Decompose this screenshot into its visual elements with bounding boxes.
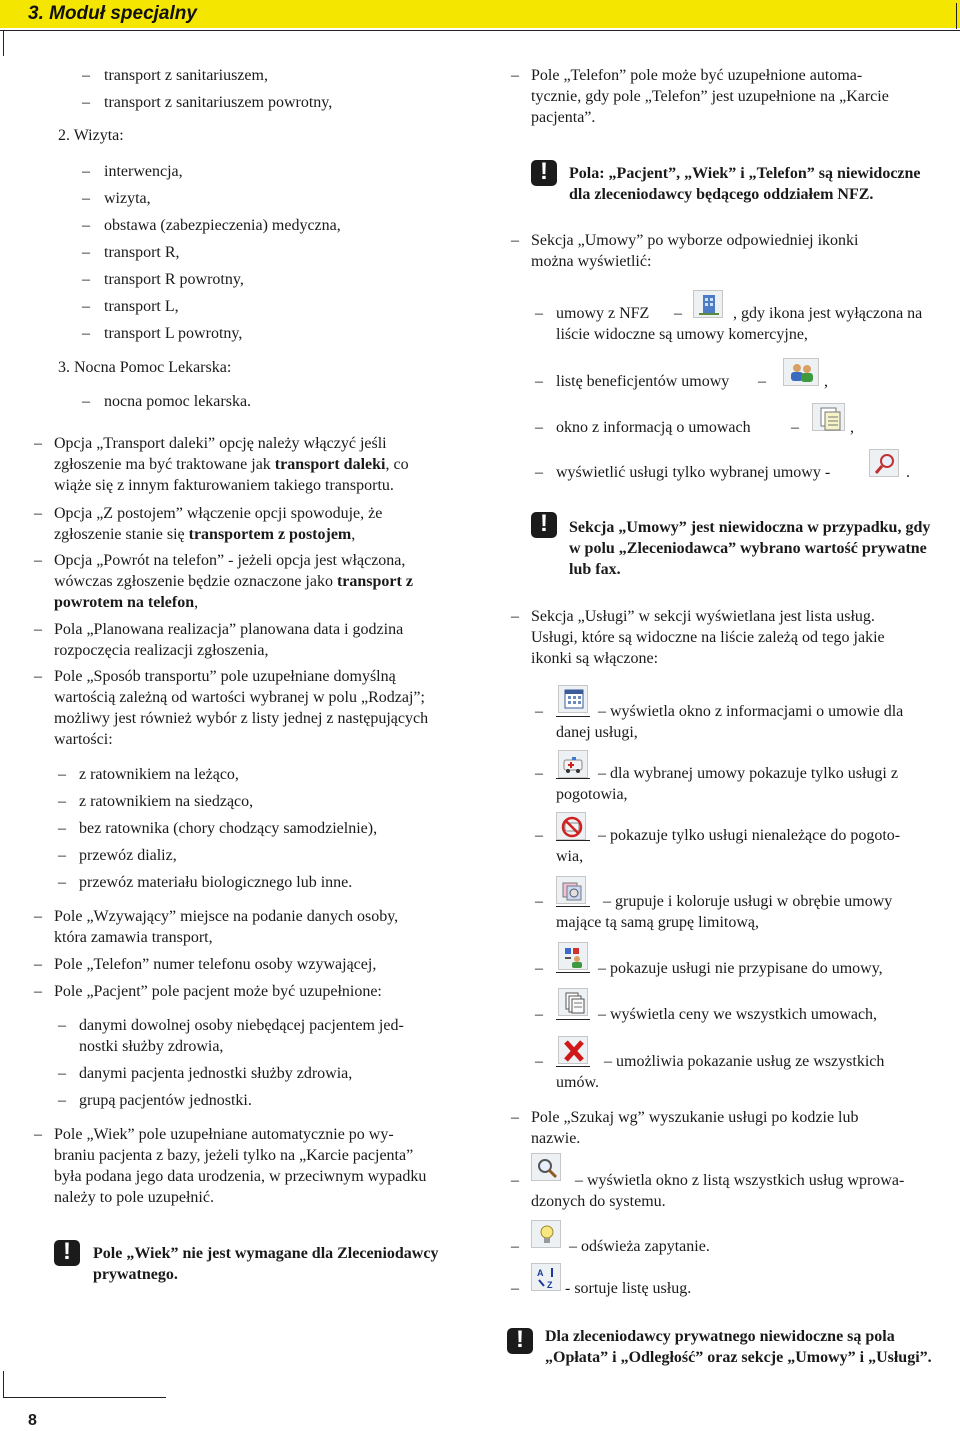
nfz-contract-icon[interactable] <box>693 290 723 318</box>
icon7-desc-line2: umów. <box>556 1074 599 1091</box>
z-postojem-line2: zgłoszenie stanie się transportem z postojem, <box>54 526 356 543</box>
list-item: transport z sanitariuszem, <box>104 67 268 84</box>
delete-x-icon[interactable] <box>558 1036 588 1064</box>
telefon-auto-line2: tycznie, gdy pole „Telefon” jest uzupełnione na „Karcie <box>531 88 889 105</box>
list-item: danymi dowolnej osoby niebędącej pacjentem jed- <box>79 1017 404 1034</box>
list-item: danymi pacjenta jednostki służby zdrowia, <box>79 1065 353 1082</box>
list-item-cont: nostki służby zdrowia, <box>79 1038 224 1055</box>
list-item: z ratownikiem na leżąco, <box>79 766 239 783</box>
contract-services-icon[interactable] <box>869 449 899 477</box>
uslugi-umowy-dot: . <box>906 464 910 481</box>
page-number: 8 <box>28 1412 37 1429</box>
nocna-heading: 3. Nocna Pomoc Lekarska: <box>58 359 232 376</box>
wiek-line2: braniu pacjenta z bazy, jeżeli tylko na „Karcie pacjenta” <box>54 1147 414 1164</box>
icon2-desc-line2: pogotowia, <box>556 786 628 803</box>
search-desc-line2: dzonych do systemu. <box>531 1193 666 1210</box>
warning-icon <box>54 1240 80 1266</box>
list-item: transport R powrotny, <box>104 271 244 288</box>
pacjent-text: Pole „Pacjent” pole pacjent może być uzupełnione: <box>54 983 382 1000</box>
search-desc: wyświetla okno z listą wszystkich usług wprowa- <box>587 1172 905 1189</box>
warning-icon <box>507 1328 533 1354</box>
list-item: przewóz dializ, <box>79 847 177 864</box>
powrot-line2: wówczas zgłoszenie będzie oznaczone jako transport z <box>54 573 413 590</box>
icon1-desc: wyświetla okno z informacjami o umowie dla <box>610 703 904 720</box>
list-item: przewóz materiału biologicznego lub inne. <box>79 874 353 891</box>
icon5-desc: pokazuje usługi nie przypisane do umowy, <box>610 960 883 977</box>
icon6-desc: wyświetla ceny we wszystkich umowach, <box>610 1006 878 1023</box>
ambulance-icon[interactable] <box>558 750 588 778</box>
list-item: grupą pacjentów jednostki. <box>79 1092 252 1109</box>
list-item: transport L, <box>104 298 179 315</box>
umowy-warning-line2: w polu „Zleceniodawca” wybrano wartość prywatne <box>569 540 927 557</box>
list-item: z ratownikiem na siedząco, <box>79 793 254 810</box>
telefon-text: Pole „Telefon” numer telefonu osoby wzywającej, <box>54 956 377 973</box>
umowy-warning-line3: lub fax. <box>569 561 621 578</box>
beneficjenci-comma: , <box>824 373 828 390</box>
list-item: wizyta, <box>104 190 151 207</box>
sposob-text: Pole „Sposób transportu” pole uzupełniane domyślną <box>54 668 396 685</box>
icon1-desc-line2: danej usługi, <box>556 724 638 741</box>
info-umowy-comma: , <box>850 419 854 436</box>
list-item: obstawa (zabezpieczenia) medyczna, <box>104 217 341 234</box>
unassigned-services-icon[interactable] <box>558 942 588 970</box>
sort-az-icon[interactable] <box>531 1263 561 1291</box>
umowy-nfz-text3: liście widoczne są umowy komercyjne, <box>556 326 808 343</box>
page-header-title: 3. Moduł specjalny <box>28 3 197 24</box>
umowy-section-line2: można wyświetlić: <box>531 253 652 270</box>
planowana-text: Pola „Planowana realizacja” planowana data i godzina <box>54 621 404 638</box>
list-item: transport z sanitariuszem powrotny, <box>104 94 333 111</box>
szukaj-line2: nazwie. <box>531 1130 581 1147</box>
wzywajacy-line2: która zamawia transport, <box>54 929 213 946</box>
wiek-warning: Pole „Wiek” nie jest wymagane dla Zleceniodawcy <box>93 1245 439 1262</box>
icon3-desc: pokazuje tylko usługi nienależące do pogoto- <box>610 827 901 844</box>
prices-icon[interactable] <box>558 988 588 1016</box>
footer-left-tick <box>3 1371 4 1397</box>
beneficjenci-text: listę beneficjentów umowy <box>556 373 730 390</box>
transport-daleki-line3: wiąże się z innym fakturowaniem takiego transportu. <box>54 477 394 494</box>
list-item: bez ratownika (chory chodzący samodzielnie), <box>79 820 378 837</box>
list-item: transport L powrotny, <box>104 325 243 342</box>
svg-text:A: A <box>537 1268 544 1278</box>
header-rule <box>0 30 960 31</box>
svg-text:Z: Z <box>547 1280 553 1290</box>
icon4-desc: grupuje i koloruje usługi w obrębie umowy <box>615 893 893 910</box>
uslugi-umowy-text: wyświetlić usługi tylko wybranej umowy - <box>556 464 831 481</box>
warning-icon <box>531 160 557 186</box>
transport-daleki-line2: zgłoszenie ma być traktowane jak transport daleki, co <box>54 456 409 473</box>
wiek-text: Pole „Wiek” pole uzupełniane automatycznie po wy- <box>54 1126 394 1143</box>
info-umowy-text: okno z informacją o umowach <box>556 419 751 436</box>
no-ambulance-icon[interactable] <box>556 812 586 840</box>
list-item: nocna pomoc lekarska. <box>104 393 252 410</box>
search-icon[interactable] <box>531 1153 561 1181</box>
transport-daleki-text: Opcja „Transport daleki” opcję należy włączyć jeśli <box>54 435 387 452</box>
list-item: interwencja, <box>104 163 183 180</box>
szukaj-text: Pole „Szukaj wg” wyszukanie usługi po kodzie lub <box>531 1109 859 1126</box>
refresh-desc: odświeża zapytanie. <box>581 1238 710 1255</box>
lightbulb-icon[interactable] <box>531 1220 561 1248</box>
uslugi-section-line3: ikonki są włączone: <box>531 650 659 667</box>
group-color-icon[interactable] <box>556 876 586 904</box>
powrot-line3: powrotem na telefon, <box>54 594 199 611</box>
wzywajacy-text: Pole „Wzywający” miejsce na podanie danych osoby, <box>54 908 399 925</box>
wiek-warning-line2: prywatnego. <box>93 1266 178 1283</box>
beneficiaries-icon[interactable] <box>783 358 819 386</box>
icon7-desc: umożliwia pokazanie usług ze wszystkich <box>616 1053 885 1070</box>
powrot-text: Opcja „Powrót na telefon” - jeżeli opcja jest włączona, <box>54 552 406 569</box>
umowy-nfz-text: umowy z NFZ <box>556 305 650 322</box>
wiek-line3: była podana jego data urodzenia, w przeciwnym wypadku <box>54 1168 427 1185</box>
sposob-line4: wartości: <box>54 731 113 748</box>
uslugi-section-line2: Usługi, które są widoczne na liście zależą od tego jakie <box>531 629 885 646</box>
wizyta-heading: 2. Wizyta: <box>58 127 124 144</box>
nfz-warning-line2: dla zleceniodawcy będącego oddziałem NFZ. <box>569 186 874 203</box>
uslugi-section-text: Sekcja „Usługi” w sekcji wyświetlana jest lista usług. <box>531 608 875 625</box>
header-left-tick <box>3 30 4 56</box>
planowana-line2: rozpoczęcia realizacji zgłoszenia, <box>54 642 269 659</box>
wiek-line4: należy to pole uzupełnić. <box>54 1189 214 1206</box>
sort-desc: - sortuje listę usług. <box>565 1280 692 1297</box>
icon2-desc: dla wybranej umowy pokazuje tylko usługi z <box>610 765 898 782</box>
list-item: transport R, <box>104 244 180 261</box>
header-corner-rule <box>956 3 957 29</box>
z-postojem-text: Opcja „Z postojem” włączenie opcji spowoduje, że <box>54 505 383 522</box>
warning-icon <box>531 512 557 538</box>
sposob-line2: wartością zależną od wartości wybranej w polu „Rodzaj”; <box>54 689 425 706</box>
footer-rule <box>3 1397 166 1398</box>
icon3-desc-line2: wia, <box>556 848 584 865</box>
umowy-warning: Sekcja „Umowy” jest niewidoczna w przypadku, gdy <box>569 519 931 536</box>
sposob-line3: możliwy jest również wybór z listy jednej z następujących <box>54 710 429 727</box>
nfz-warning: Pola: „Pacjent”, „Wiek” i „Telefon” są niewidoczne <box>569 165 921 182</box>
final-warning-line2: „Opłata” i „Odległość” oraz sekcje „Umowy” i „Usługi”. <box>545 1349 932 1366</box>
final-warning: Dla zleceniodawcy prywatnego niewidoczne są pola <box>545 1328 895 1345</box>
icon4-desc-line2: mające tą samą grupę limitową, <box>556 914 760 931</box>
telefon-auto-text: Pole „Telefon” pole może być uzupełnione automa- <box>531 67 863 84</box>
umowy-nfz-text2: , gdy ikona jest wyłączona na <box>733 305 923 322</box>
calendar-info-icon[interactable] <box>558 685 588 713</box>
umowy-section-text: Sekcja „Umowy” po wyborze odpowiedniej ikonki <box>531 232 859 249</box>
contract-info-icon[interactable] <box>812 403 845 431</box>
telefon-auto-line3: pacjenta”. <box>531 109 596 126</box>
